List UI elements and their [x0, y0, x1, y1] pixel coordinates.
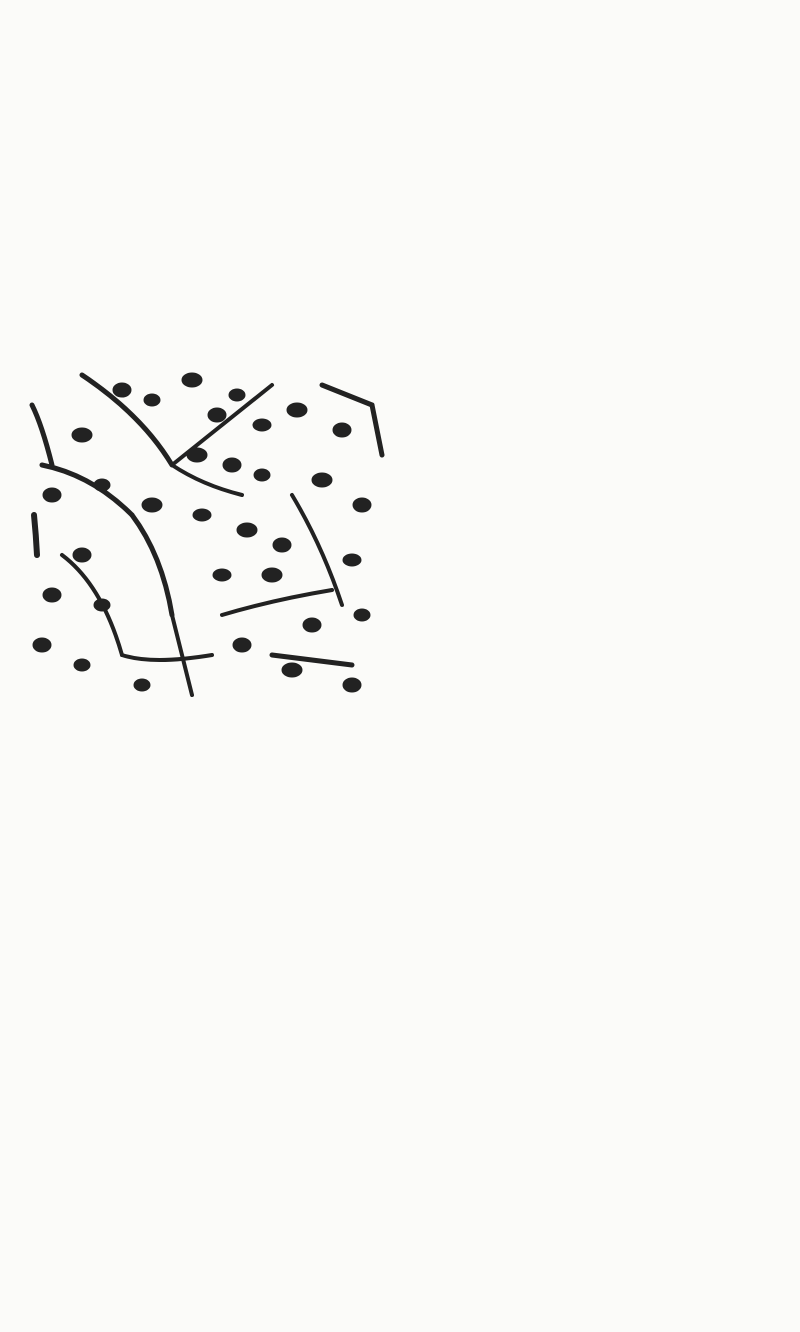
- figure-soor: [22, 355, 394, 725]
- soor-culture-illustration: [22, 355, 394, 701]
